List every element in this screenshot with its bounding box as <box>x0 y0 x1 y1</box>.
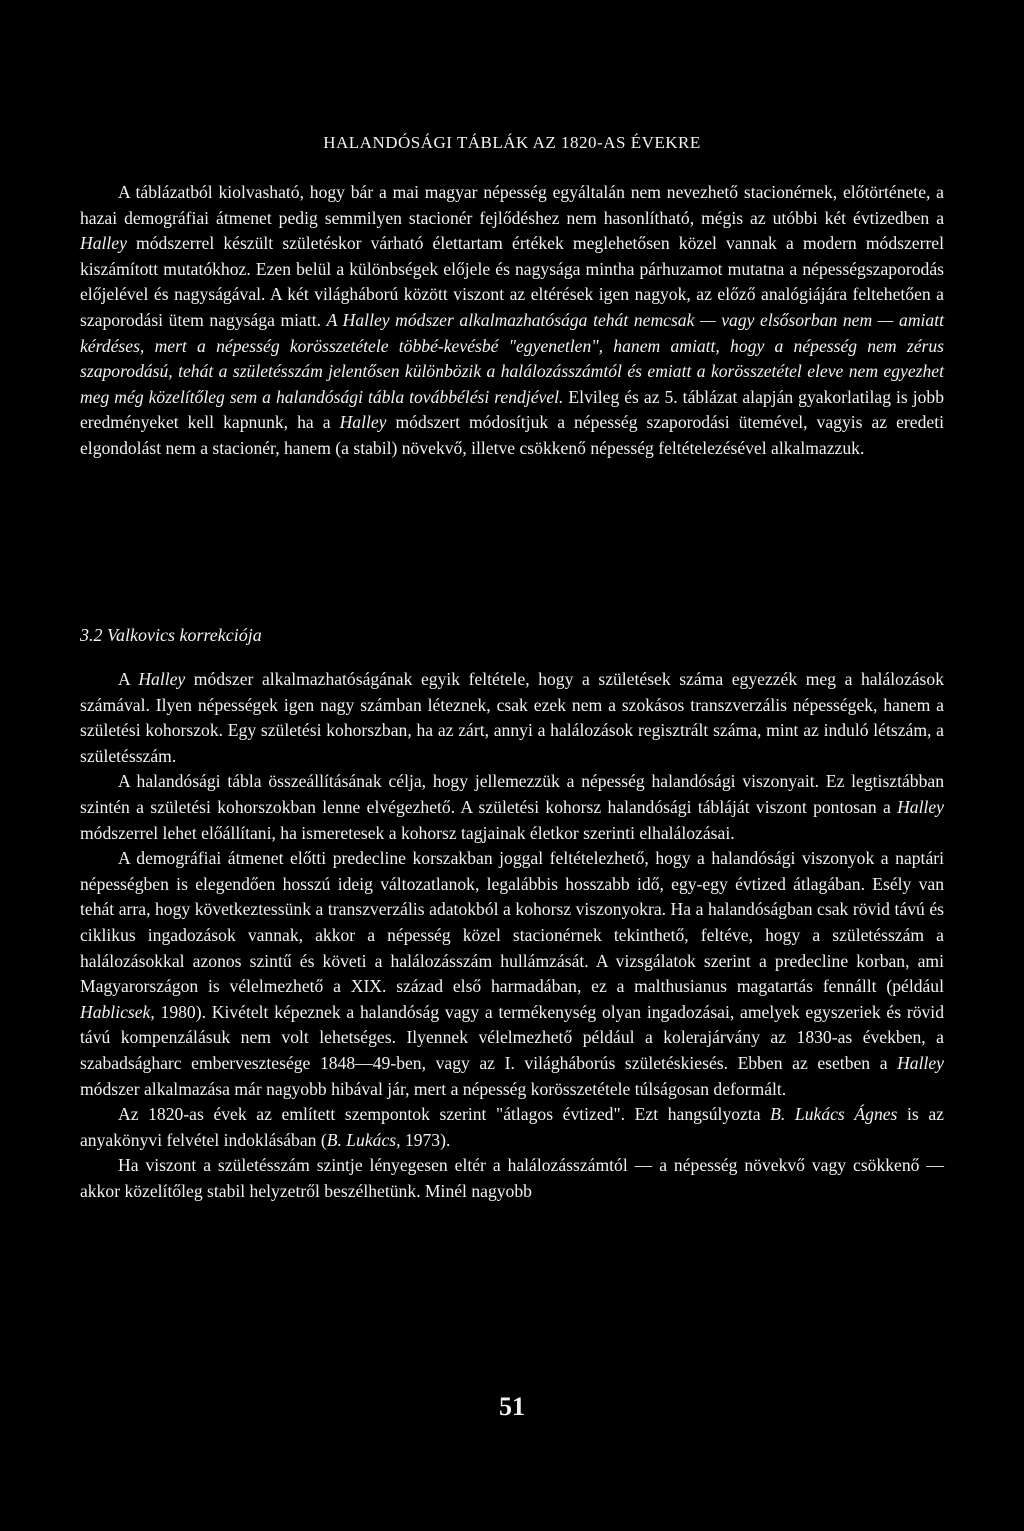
paragraph-text: módszerrel lehet előállítani, ha ismeretesek a kohorsz tagjainak életkor szerinti elhalálozásai. <box>80 822 735 843</box>
author-name: Halley <box>897 796 944 817</box>
italic-passage: A Halley módszer alkalmazhatósága tehát nemcsak — vagy elsősorban nem — amiatt kérdéses, mert a népesség korösszetétele többé-kevésbé "egyenetlen", hanem amiatt, hogy a népesség nem zérus szaporodású, tehát a születésszám jelentősen különbözik a halálozásszámtól és emiatt a korösszetétel eleve nem egyezhet meg még közelítőleg sem a halandósági tábla továbbélési rendjével. <box>80 309 944 407</box>
author-name: B. Lukács Ágnes <box>770 1104 898 1125</box>
citation-author: B. Lukács, <box>326 1129 401 1150</box>
paragraph-text: Az 1820-as évek az említett szempontok szerint "átlagos évtized". Ezt hangsúlyozta <box>118 1104 771 1125</box>
paragraph-text: Elvileg és az 5. táblázat alapján gyakorlatilag is jobb eredményeket kell kapnunk, ha a <box>80 386 944 433</box>
paragraph-text: módszert módosítjuk a népesség szaporodási ütemével, vagyis az eredeti elgondolást nem a stacionér, hanem (a stabil) növekvő, illetve csökkenő népesség feltételezésével alkalmazzuk. <box>80 412 944 458</box>
author-name: Halley <box>339 412 387 433</box>
paragraph-text: módszer alkalmazhatóságának egyik feltétele, hogy a születések száma egyezzék meg a halálozások számával. Ilyen népességek igen nagy számban léteznek, csak ezek nem a szokásos transzverzális népességek, hanem a születési kohorszok. Egy születési kohorszban, ha az zárt, annyi a halálozások regisztrált száma, mint az induló létszám, a születésszám. <box>80 669 944 766</box>
paragraph-3 <box>80 769 944 846</box>
paragraph-2 <box>80 667 944 769</box>
author-name: Halley <box>897 1052 944 1073</box>
citation-author: Hablicsek, <box>80 1001 155 1022</box>
paragraph-4 <box>80 846 944 1102</box>
paragraph-text: A <box>118 669 139 689</box>
paragraph-6: Ha viszont a születésszám szintje lényegesen eltér a halálozásszámtól — a népesség növekvő vagy csökkenő — akkor közelítőleg stabil helyzetről beszélhetünk. Minél nagyobb <box>80 1155 944 1201</box>
running-header: HALANDÓSÁGI TÁBLÁK AZ 1820-AS ÉVEKRE <box>323 133 701 152</box>
paragraph-text: módszer alkalmazása már nagyobb hibával jár, mert a népesség korösszetétele túlságosan deformált. <box>80 1078 787 1099</box>
author-name: Halley <box>138 669 186 689</box>
paragraph-text: A halandósági tábla összeállításának célja, hogy jellemezzük a népesség halandósági viszonyait. Ez legtisztábban szintén a születési kohorszokban lenne elvégezhető. A születési kohorsz halandósági tábláját viszont pontosan a <box>80 771 944 817</box>
paragraph-text: is az anyakönyvi felvétel indoklásában ( <box>80 1104 944 1150</box>
section-body <box>80 667 944 1204</box>
paragraph-text: A demográfiai átmenet előtti predecline korszakban joggal feltételezhető, hogy a halandósági viszonyok a naptári népességben is elegendően hosszú ideig változatlanok, legalábbis hosszabb idő, egy-egy évtized átlagában. Esély van tehát arra, hogy következtessünk a transzverzális adatokból a kohorsz viszonyokra. Ha a halandóságban csak rövid távú és ciklikus ingadozások vannak, akkor a népesség közel stacionérnek tekinthető, feltéve, hogy a születésszám a halálozásokkal azonos szintű és követi a halálozásszám hullámzását. A vizsgálatok szerint a predecline korban, ami Magyarországon is vélelmezhető a XIX. század első harmadában, ez a malthusianus magatartás fennállt (például <box>80 848 944 997</box>
paragraph-text: A táblázatból kiolvasható, hogy bár a mai magyar népesség egyáltalán nem nevezhető stacionérnek, előtörténete, a hazai demográfiai átmenet pedig semmilyen stacionér fejlődéshez nem hasonlítható, mégis az utóbbi két évtizedben a <box>80 182 944 228</box>
paragraph-text: 1973). <box>400 1129 451 1150</box>
author-name: Halley <box>80 233 127 254</box>
paragraph-text: 1980). Kivételt képeznek a halandóság vagy a termékenység olyan ingadozásai, amelyek egyszeriek és rövid távú kompenzálásuk nem volt lehetséges. Ilyennek vélelmezhető például a kolerajárvány az 1830-as években, a szabadságharc emberveszteségе 1848—49-ben, vagy az I. világháborús születéskiesés. Ebben az esetben a <box>80 1001 944 1073</box>
paragraph-1 <box>80 180 944 462</box>
page-number: 51 <box>499 1392 525 1421</box>
paragraph-text: módszerrel készült születéskor várható élettartam értékek meglehetősen közel vannak a modern módszerrel kiszámított mutatókhoz. Ezen belül a különbségek előjele és nagysága mintha párhuzamot mutatna a népességszaporodás előjelével és nagyságával. A két világháború között viszont az eltérések igen nagyok, az előző analógiájára feltehetően a szaporodási ütem nagysága miatt. <box>80 233 944 330</box>
section-heading: 3.2 Valkovics korrekciója <box>80 625 262 645</box>
paragraph-5 <box>80 1102 944 1153</box>
